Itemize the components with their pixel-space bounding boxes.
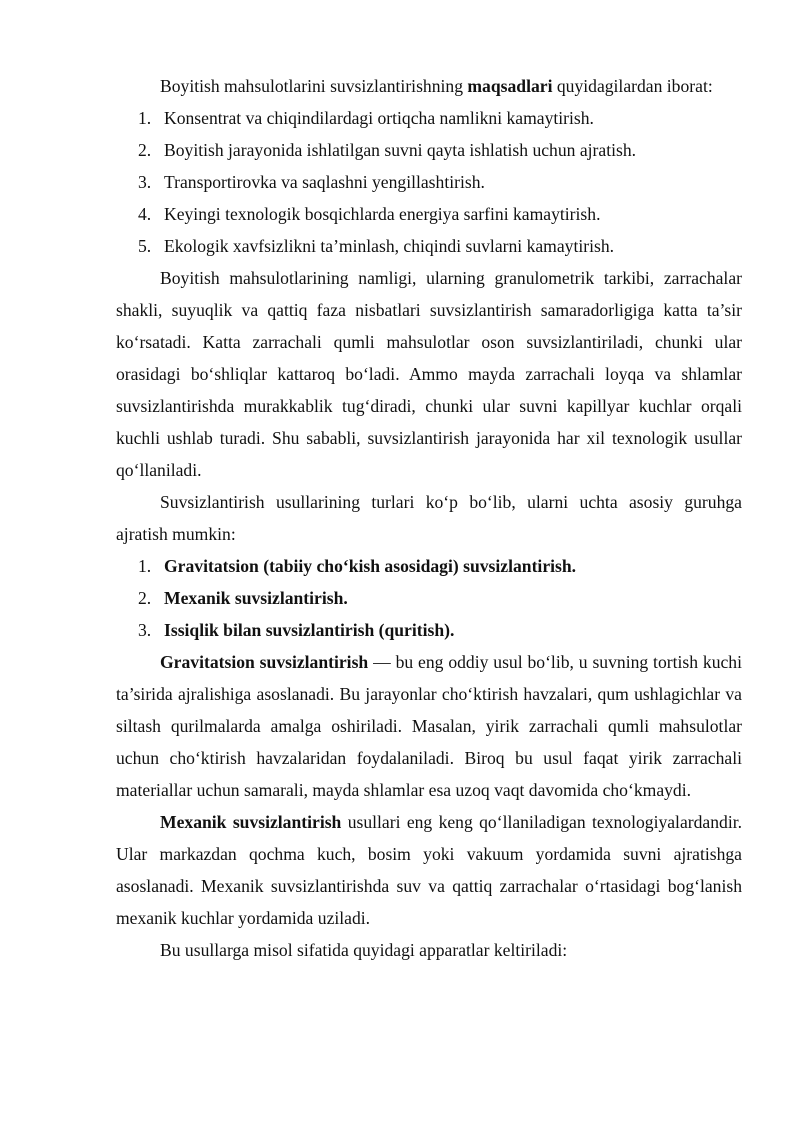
list-item-number: 5. bbox=[138, 236, 152, 256]
list-item-text: Issiqlik bilan suvsizlantirish (quritish). bbox=[164, 620, 455, 640]
list-item-text: Transportirovka va saqlashni yengillashtirish. bbox=[164, 172, 485, 192]
list-item-text: Ekologik xavfsizlikni ta’minlash, chiqindi suvlarni kamaytirish. bbox=[164, 236, 615, 256]
list-item-number: 3. bbox=[138, 620, 152, 640]
list-item bbox=[116, 230, 742, 262]
list-item bbox=[116, 134, 742, 166]
examples-paragraph: Bu usullarga misol sifatida quyidagi apparatlar keltiriladi: bbox=[160, 940, 568, 960]
mechanical-term: Mexanik suvsizlantirish bbox=[160, 812, 342, 832]
gravitational-text: — bu eng oddiy usul bo‘lib, u suvning tortish kuchi ta’sirida ajralishiga asoslanadi. Bu jarayonlar cho‘ktirish havzalari, qum ushlagichlar va siltash qurilmalarda amalga oshiriladi. Masalan, yirik zarrachali qumli mahsulotlar uchun cho‘ktirish havzalaridan foydalaniladi. Biroq bu usul faqat yirik zarrachali materiallar uchun samarali, mayda shlamlar esa uzoq vaqt davomida cho‘kmaydi. bbox=[116, 652, 742, 800]
list-item-number: 3. bbox=[138, 172, 152, 192]
moisture-paragraph: Boyitish mahsulotlarining namligi, ularning granulometrik tarkibi, zarrachalar shakli, suyuqlik va qattiq faza nisbatlari suvsizlantirish samaradorligiga katta ta’sir ko‘rsatadi. Katta zarrachali qumli mahsulotlar oson suvsizlantiriladi, chunki ular orasidagi bo‘shliqlar kattaroq bo‘ladi. Ammo mayda zarrachali loyqa va shlamlar suvsizlantirishda murakkablik tug‘diradi, chunki ular suvni kapillyar kuchlar orqali kuchli ushlab turadi. Shu sababli, suvsizlantirish jarayonida har xil texnologik usullar qo‘llaniladi. bbox=[116, 268, 742, 480]
mechanical-paragraph bbox=[116, 806, 742, 934]
goals-list bbox=[116, 102, 742, 262]
list-item bbox=[116, 102, 742, 134]
intro-paragraph bbox=[116, 70, 742, 102]
list-item-text: Boyitish jarayonida ishlatilgan suvni qayta ishlatish uchun ajratish. bbox=[164, 140, 637, 160]
list-item bbox=[116, 550, 742, 582]
list-item-number: 1. bbox=[138, 108, 152, 128]
list-item-number: 2. bbox=[138, 588, 152, 608]
list-item-number: 4. bbox=[138, 204, 152, 224]
list-item-text: Keyingi texnologik bosqichlarda energiya sarfini kamaytirish. bbox=[164, 204, 601, 224]
methods-list bbox=[116, 550, 742, 646]
list-item-text: Konsentrat va chiqindilardagi ortiqcha namlikni kamaytirish. bbox=[164, 108, 594, 128]
list-item-text: Mexanik suvsizlantirish. bbox=[164, 588, 348, 608]
intro-text-end: quyidagilardan iborat: bbox=[552, 76, 713, 96]
list-item-number: 2. bbox=[138, 140, 152, 160]
list-item-text: Gravitatsion (tabiiy cho‘kish asosidagi) suvsizlantirish. bbox=[164, 556, 577, 576]
list-item bbox=[116, 198, 742, 230]
intro-text-start: Boyitish mahsulotlarini suvsizlantirishning bbox=[160, 76, 468, 96]
mechanical-text: usullari eng keng qo‘llaniladigan texnologiyalardandir. Ular markazdan qochma kuch, bosim yoki vakuum yordamida suvni ajratishga asoslanadi. Mexanik suvsizlantirishda suv va qattiq zarrachalar o‘rtasidagi bog‘lanish mexanik kuchlar yordamida uziladi. bbox=[116, 812, 742, 928]
intro-bold-term: maqsadlari bbox=[467, 76, 553, 96]
document-page bbox=[116, 70, 742, 966]
methods-intro-paragraph: Suvsizlantirish usullarining turlari ko‘p bo‘lib, ularni uchta asosiy guruhga ajratish mumkin: bbox=[116, 492, 742, 544]
list-item bbox=[116, 166, 742, 198]
list-item bbox=[116, 582, 742, 614]
gravitational-term: Gravitatsion suvsizlantirish bbox=[160, 652, 369, 672]
list-item bbox=[116, 614, 742, 646]
gravitational-paragraph bbox=[116, 646, 742, 806]
list-item-number: 1. bbox=[138, 556, 152, 576]
